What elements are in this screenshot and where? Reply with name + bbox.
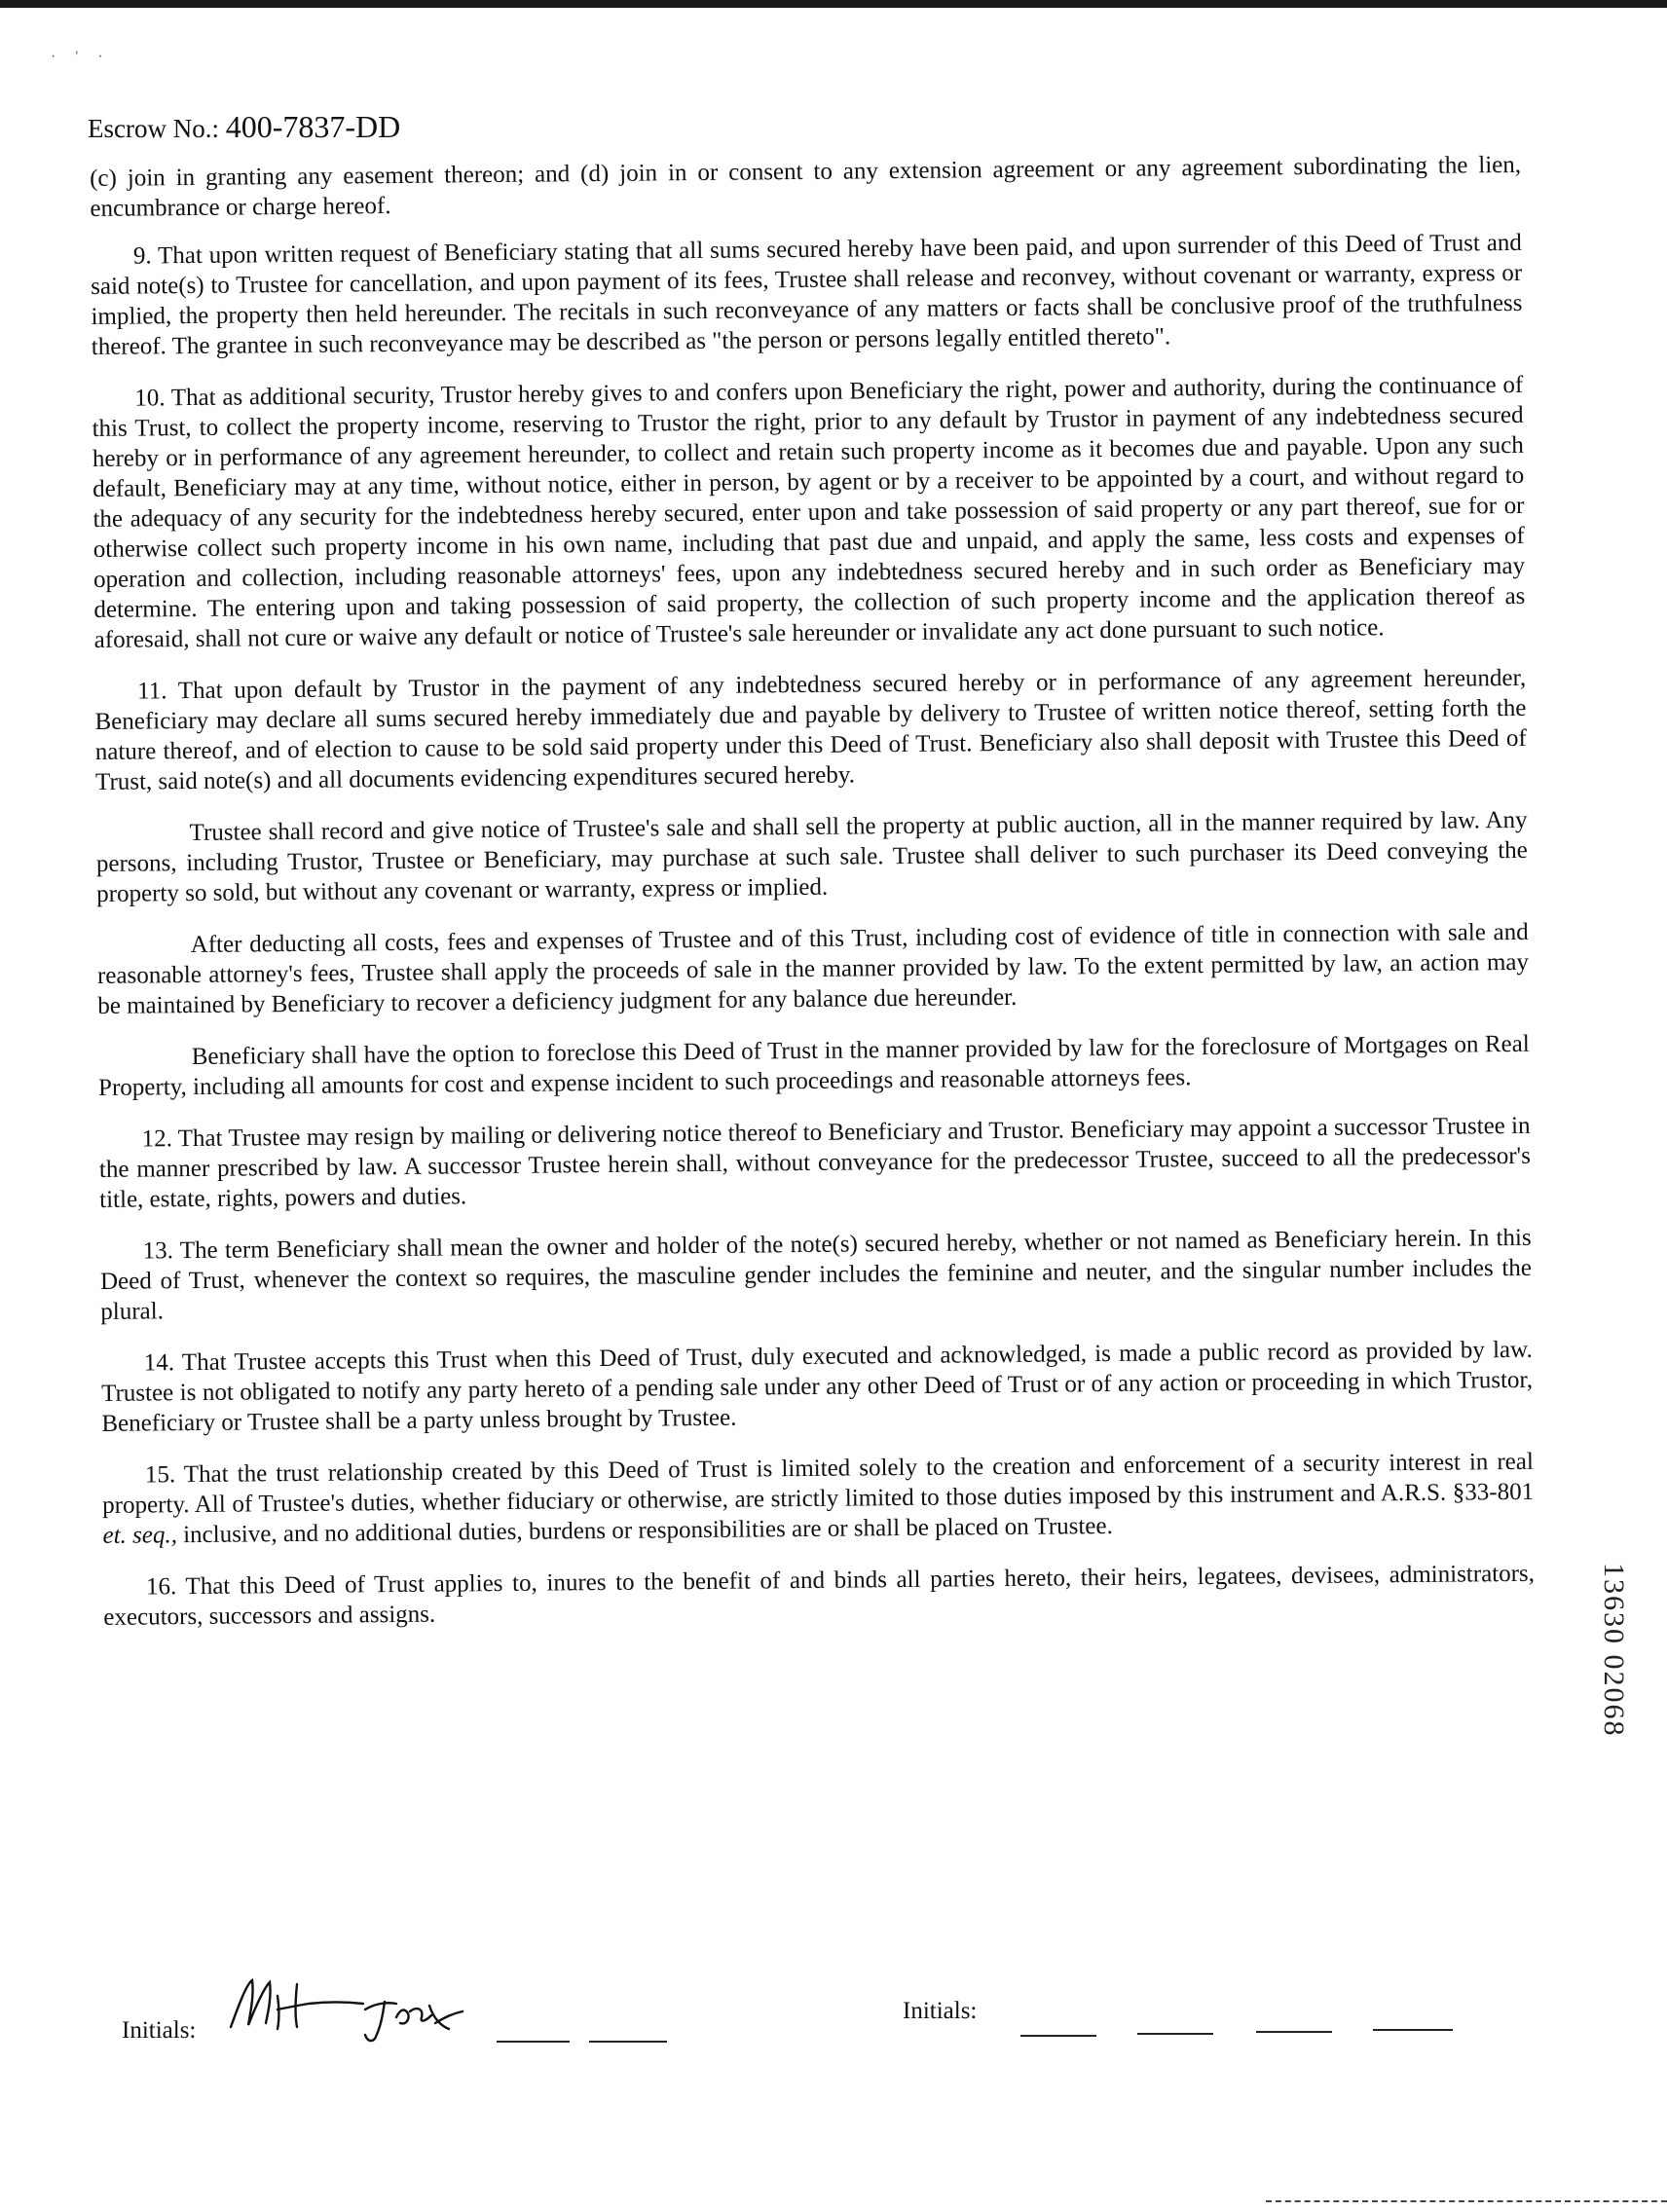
scan-bottom-edge	[1266, 2200, 1667, 2202]
initials-blank-right-4[interactable]	[1373, 2029, 1453, 2031]
deed-body	[90, 150, 1536, 1654]
scan-top-edge	[0, 0, 1667, 8]
paragraph-14: 14. That Trustee accepts this Trust when this Deed of Trust, duly executed and acknowledged, is made a public record as provided by law. Trustee is not obligated to notify any party hereto of a pending sale under any other Deed of Trust or of any action or proceeding in which Trustor, Beneficiary or Trustee shall be a party unless brought by Trustee.	[100, 1336, 1534, 1437]
paragraph-16: 16. That this Deed of Trust applies to, inures to the benefit of and binds all parties hereto, their heirs, legatees, devisees, administrators, executors, successors and assigns.	[103, 1560, 1536, 1631]
paragraph-11-foreclosure: Beneficiary shall have the option to foreclose this Deed of Trust in the manner provided by law for the foreclosure of Mortgages on Real Property, including all amounts for cost and expense incident to such proceedings and reasonable attorneys fees.	[97, 1030, 1530, 1101]
paragraph-15-text: 15. That the trust relationship created by this Deed of Trust is limited solely to the creation and enforcement of a security interest in real property. All of Trustee's duties, whether fiduciary or otherwise, are strictly limited to those duties imposed by this instrument and A.R.S. §33-801	[102, 1448, 1535, 1519]
initials-blank-right-2[interactable]	[1137, 2033, 1213, 2035]
handwritten-initials-signature	[219, 1967, 511, 2045]
escrow-label: Escrow No.:	[88, 114, 219, 143]
scan-specks: · ' ·	[51, 49, 111, 65]
initials-blank-left-2[interactable]	[589, 2041, 667, 2043]
paragraph-15-tail: inclusive, and no additional duties, burdens or responsibilities are or shall be placed on Trustee.	[176, 1512, 1113, 1549]
initials-blank-left-1[interactable]	[497, 2041, 570, 2043]
paragraph-11-sale: Trustee shall record and give notice of Trustee's sale and shall sell the property at public auction, all in the manner required by law. Any persons, including Trustor, Trustee or Beneficiary, may purchase at such sale. Trustee shall deliver to such purchaser its Deed conveying the property so sold, but without any covenant or warranty, express or implied.	[95, 806, 1528, 907]
paragraph-13: 13. The term Beneficiary shall mean the owner and holder of the note(s) secured hereby, whether or not named as Beneficiary herein. In this Deed of Trust, whenever the context so requires, the masculine gender includes the feminine and neuter, and the singular number includes the plural.	[99, 1224, 1533, 1325]
paragraph-15-citation: et. seq.,	[102, 1522, 178, 1549]
escrow-header	[88, 109, 400, 145]
paragraph-10: 10. That as additional security, Trustor hereby gives to and confers upon Beneficiary the right, power and authority, during the continuance of this Trust, to collect the property income, reserving to Trustor the right, prior to any default by Trustor in payment of any indebtedness secured hereby or in performance of any agreement hereunder, to collect and retain such property income as it becomes due and payable. Upon any such default, Beneficiary may at any time, without notice, either in person, by agent or by a receiver to be appointed by a court, and without regard to the adequacy of any security for the indebtedness hereby secured, enter upon and take possession of said property or any part thereof, sue for or otherwise collect such property income in his own name, including that past due and unpaid, and apply the same, less costs and expenses of operation and collection, including reasonable attorneys' fees, upon any indebtedness secured hereby and in such order as Beneficiary may determine. The entering upon and taking possession of said property, the collection of such property income and the application thereof as aforesaid, shall not cure or waive any default or notice of Trustee's sale hereunder or invalidate any act done pursuant to such notice.	[92, 371, 1526, 653]
paragraph-continuation: (c) join in granting any easement thereon; and (d) join in or consent to any extension agreement or any agreement subordinating the lien, encumbrance or charge hereof.	[90, 151, 1522, 222]
initials-blank-right-1[interactable]	[1020, 2035, 1096, 2037]
paragraph-11-proceeds: After deducting all costs, fees and expenses of Trustee and of this Trust, including cost of evidence of title in connection with sale and reasonable attorney's fees, Trustee shall apply the proceeds of sale in the manner provided by law. To the extent permitted by law, an action may be maintained by Beneficiary to recover a deficiency judgment for any balance due hereunder.	[96, 918, 1530, 1019]
paragraph-9: 9. That upon written request of Beneficiary stating that all sums secured hereby have been paid, and upon surrender of this Deed of Trust and said note(s) to Trustee for cancellation, and upon payment of its fees, Trustee shall release and reconvey, without covenant or warranty, express or implied, the property then held hereunder. The recitals in such reconveyance of any matters or facts shall be conclusive proof of the truthfulness thereof. The grantee in such reconveyance may be described as "the person or persons legally entitled thereto".	[91, 229, 1523, 360]
recording-stamp: 13630 02068	[1598, 1563, 1630, 1738]
paragraph-11: 11. That upon default by Trustor in the payment of any indebtedness secured hereby or in performance of any agreement hereunder, Beneficiary may declare all sums secured hereby immediately due and payable by delivery to Trustee of written notice thereof, setting forth the nature thereof, and of election to cause to be sold said property under this Deed of Trust. Beneficiary also shall deposit with Trustee this Deed of Trust, said note(s) and all documents evidencing expenditures secured hereby.	[94, 664, 1527, 795]
initials-left-label: Initials:	[122, 2017, 197, 2044]
initials-right-label: Initials:	[903, 1998, 978, 2024]
initials-blank-right-3[interactable]	[1256, 2031, 1332, 2033]
escrow-number: 400-7837-DD	[225, 109, 401, 144]
paragraph-12: 12. That Trustee may resign by mailing or delivering notice thereof to Beneficiary and Trustor. Beneficiary may appoint a successor Trustee in the manner prescribed by law. A successor Trustee herein shall, without conveyance for the predecessor Trustee, succeed to all the predecessor's title, estate, rights, powers and duties.	[98, 1112, 1531, 1213]
paragraph-15	[102, 1447, 1535, 1551]
